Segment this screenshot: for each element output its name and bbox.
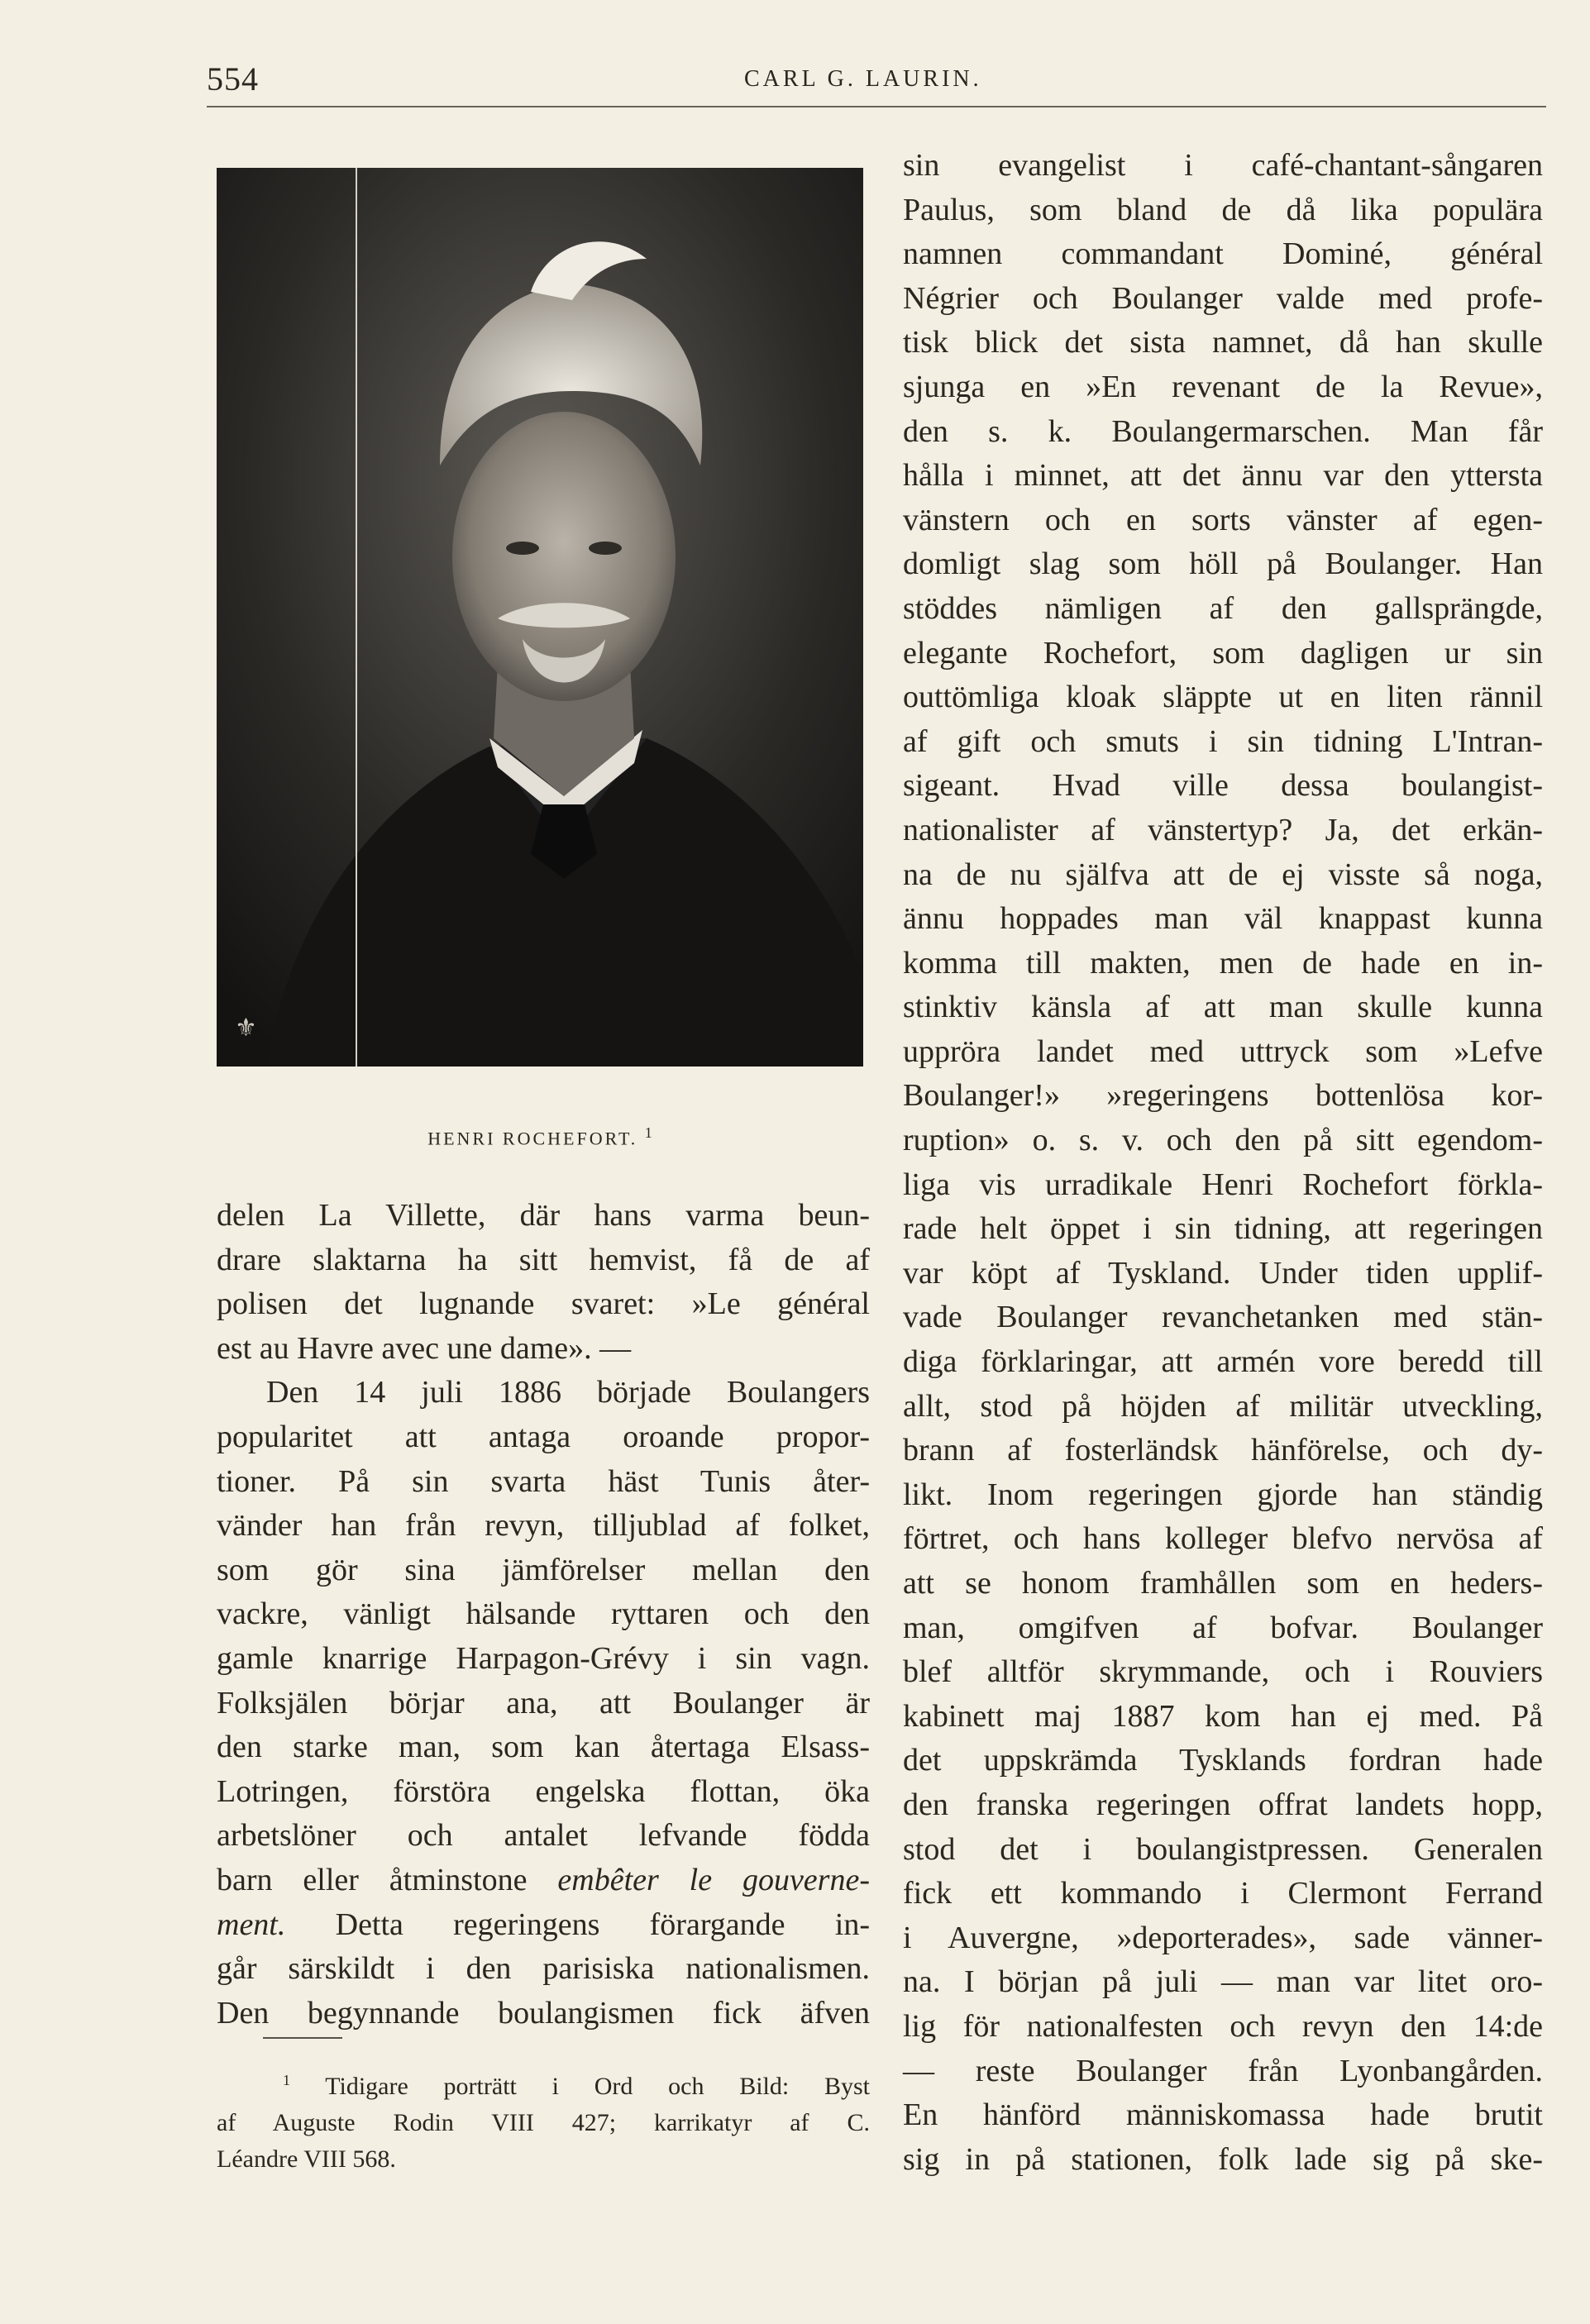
text-line: domligt slag som höll på Boulanger. Han <box>903 546 1543 582</box>
text-line: att se honom framhållen som en heders- <box>903 1566 1543 1601</box>
left-column <box>217 1194 870 2035</box>
text-line: den s. k. Boulangermarschen. Man får <box>903 413 1543 449</box>
text-line: diga förklaringar, att armén vore beredd till <box>903 1344 1543 1380</box>
text-line: est au Havre avec une dame». — <box>217 1330 632 1366</box>
text-line: i Auvergne, »deporterades», sade vänner- <box>903 1920 1543 1955</box>
svg-text:⚜: ⚜ <box>235 1014 257 1043</box>
text-line: fick ett kommando i Clermont Ferrand <box>903 1876 1543 1911</box>
text-line: popularitet att antaga oroande propor- <box>217 1419 870 1454</box>
caption-text: HENRI ROCHEFORT. <box>427 1128 638 1149</box>
text-line: outtömliga kloak släppte ut en liten rännil <box>903 680 1543 715</box>
text-line <box>217 1859 870 1903</box>
text-line: lig för nationalfesten och revyn den 14:de <box>903 2008 1543 2044</box>
text-line: af gift och smuts i sin tidning L'Intran- <box>903 723 1543 759</box>
text-line: blef alltför skrymmande, och i Rouviers <box>903 1654 1543 1690</box>
text-line: ännu hoppades man väl knappast kunna <box>903 901 1543 937</box>
portrait-line <box>356 168 357 1067</box>
text-line: rade helt öppet i sin tidning, att regeringen <box>903 1211 1543 1247</box>
text-line: allt, stod på höjden af militär utveckling, <box>903 1388 1543 1424</box>
text-line: liga vis urradikale Henri Rochefort förkla- <box>903 1167 1543 1202</box>
text-line: gamle knarrige Harpagon-Grévy i sin vagn. <box>217 1640 870 1676</box>
caption-footnote-mark: 1 <box>644 1124 652 1141</box>
italic-phrase: ment. <box>217 1906 286 1942</box>
text-line: vackre, vänligt hälsande ryttaren och den <box>217 1596 870 1632</box>
text-line: sin evangelist i café-chantant-sångaren <box>903 148 1543 183</box>
text-line: arbetslöner och antalet lefvande födda <box>217 1818 870 1854</box>
text-line: Lotringen, förstöra engelska flottan, öka <box>217 1773 870 1809</box>
text-line: Boulanger!» »regeringens bottenlösa kor- <box>903 1078 1543 1114</box>
text-run: barn eller åtminstone <box>217 1862 558 1897</box>
running-title: CARL G. LAURIN. <box>744 66 982 92</box>
text-line: det uppskrämda Tysklands fordran hade <box>903 1743 1543 1778</box>
text-line: En hänförd människomassa hade brutit <box>903 2097 1543 2133</box>
text-line: Paulus, som bland de då lika populära <box>903 192 1543 227</box>
text-line: sigeant. Hvad ville dessa boulangist- <box>903 768 1543 804</box>
text-line: polisen det lugnande svaret: »Le général <box>217 1286 870 1322</box>
text-line: sig in på stationen, folk lade sig på ske- <box>903 2141 1543 2177</box>
text-line: stinktiv känsla af att man skulle kunna <box>903 990 1543 1025</box>
text-line: hålla i minnet, att det ännu var den yttersta <box>903 458 1543 494</box>
footnote-line <box>217 2062 870 2105</box>
text-line: vänstern och en sorts vänster af egen- <box>903 502 1543 537</box>
text-run: Detta regeringens förargande in- <box>285 1906 870 1942</box>
page-number: 554 <box>207 60 259 98</box>
text-line: Den begynnande boulangismen fick äfven <box>217 1995 870 2031</box>
text-line <box>217 1903 870 1948</box>
text-line: man, omgifven af bofvar. Boulanger <box>903 1610 1543 1645</box>
footnote-line: af Auguste Rodin VIII 427; karrikatyr af C. <box>217 2109 870 2136</box>
footnote-rule <box>263 2037 342 2039</box>
text-line: nationalister af vänstertyp? Ja, det erkän- <box>903 812 1543 847</box>
portrait-photo <box>217 168 863 1067</box>
text-line: elegante Rochefort, som dagligen ur sin <box>903 635 1543 670</box>
text-line: uppröra landet med uttryck som »Lefve <box>903 1033 1543 1069</box>
footnote <box>217 2062 870 2178</box>
text-line: förtret, och hans kolleger blefvo nervösa af <box>903 1521 1543 1557</box>
text-line: brann af fosterländsk hänförelse, och dy- <box>903 1433 1543 1468</box>
text-line: vänder han från revyn, tilljublad af folket, <box>217 1508 870 1544</box>
text-line: namnen commandant Dominé, général <box>903 236 1543 272</box>
text-line: den starke man, som kan återtaga Elsass- <box>217 1730 870 1765</box>
text-line: Folksjälen börjar ana, att Boulanger är <box>217 1685 870 1720</box>
footnote-marker: 1 <box>283 2072 290 2088</box>
footnote-line: Léandre VIII 568. <box>217 2145 396 2173</box>
text-line: — reste Boulanger från Lyonbangården. <box>903 2053 1543 2088</box>
text-line: sjunga en »En revenant de la Revue», <box>903 369 1543 404</box>
footnote-text: Tidigare porträtt i Ord och Bild: Byst <box>325 2073 871 2100</box>
text-line: stod det i boulangistpressen. Generalen <box>903 1831 1543 1867</box>
text-line: stöddes nämligen af den gallsprängde, <box>903 590 1543 626</box>
text-line: vade Boulanger revanchetanken med stän- <box>903 1300 1543 1335</box>
text-line: som gör sina jämförelser mellan den <box>217 1552 870 1587</box>
text-line: den franska regeringen offrat landets hopp, <box>903 1787 1543 1822</box>
text-line: tisk blick det sista namnet, då han skulle <box>903 325 1543 360</box>
text-line: komma till makten, men de hade en in- <box>903 945 1543 981</box>
text-line: Den 14 juli 1886 började Boulangers <box>266 1375 870 1410</box>
text-line: Négrier och Boulanger valde med profe- <box>903 280 1543 316</box>
header-rule <box>207 106 1546 107</box>
right-column <box>903 144 1543 2182</box>
text-line: ruption» o. s. v. och den på sitt egendom- <box>903 1123 1543 1158</box>
text-line: na de nu själfva att de ej visste så noga, <box>903 857 1543 892</box>
text-line: drare slaktarna ha sitt hemvist, få de af <box>217 1242 870 1277</box>
text-line: tioner. På sin svarta häst Tunis åter- <box>217 1463 870 1499</box>
text-line: går särskildt i den parisiska nationalismen. <box>217 1951 870 1987</box>
text-line: var köpt af Tyskland. Under tiden upplif- <box>903 1255 1543 1291</box>
text-line: na. I början på juli — man var litet oro- <box>903 1964 1543 2000</box>
text-line: delen La Villette, där hans varma beun- <box>217 1198 870 1233</box>
italic-phrase: embêter le gouverne- <box>557 1862 870 1897</box>
text-line: kabinett maj 1887 kom han ej med. På <box>903 1698 1543 1734</box>
text-line: likt. Inom regeringen gjorde han ständig <box>903 1477 1543 1512</box>
portrait-caption <box>217 1124 863 1149</box>
